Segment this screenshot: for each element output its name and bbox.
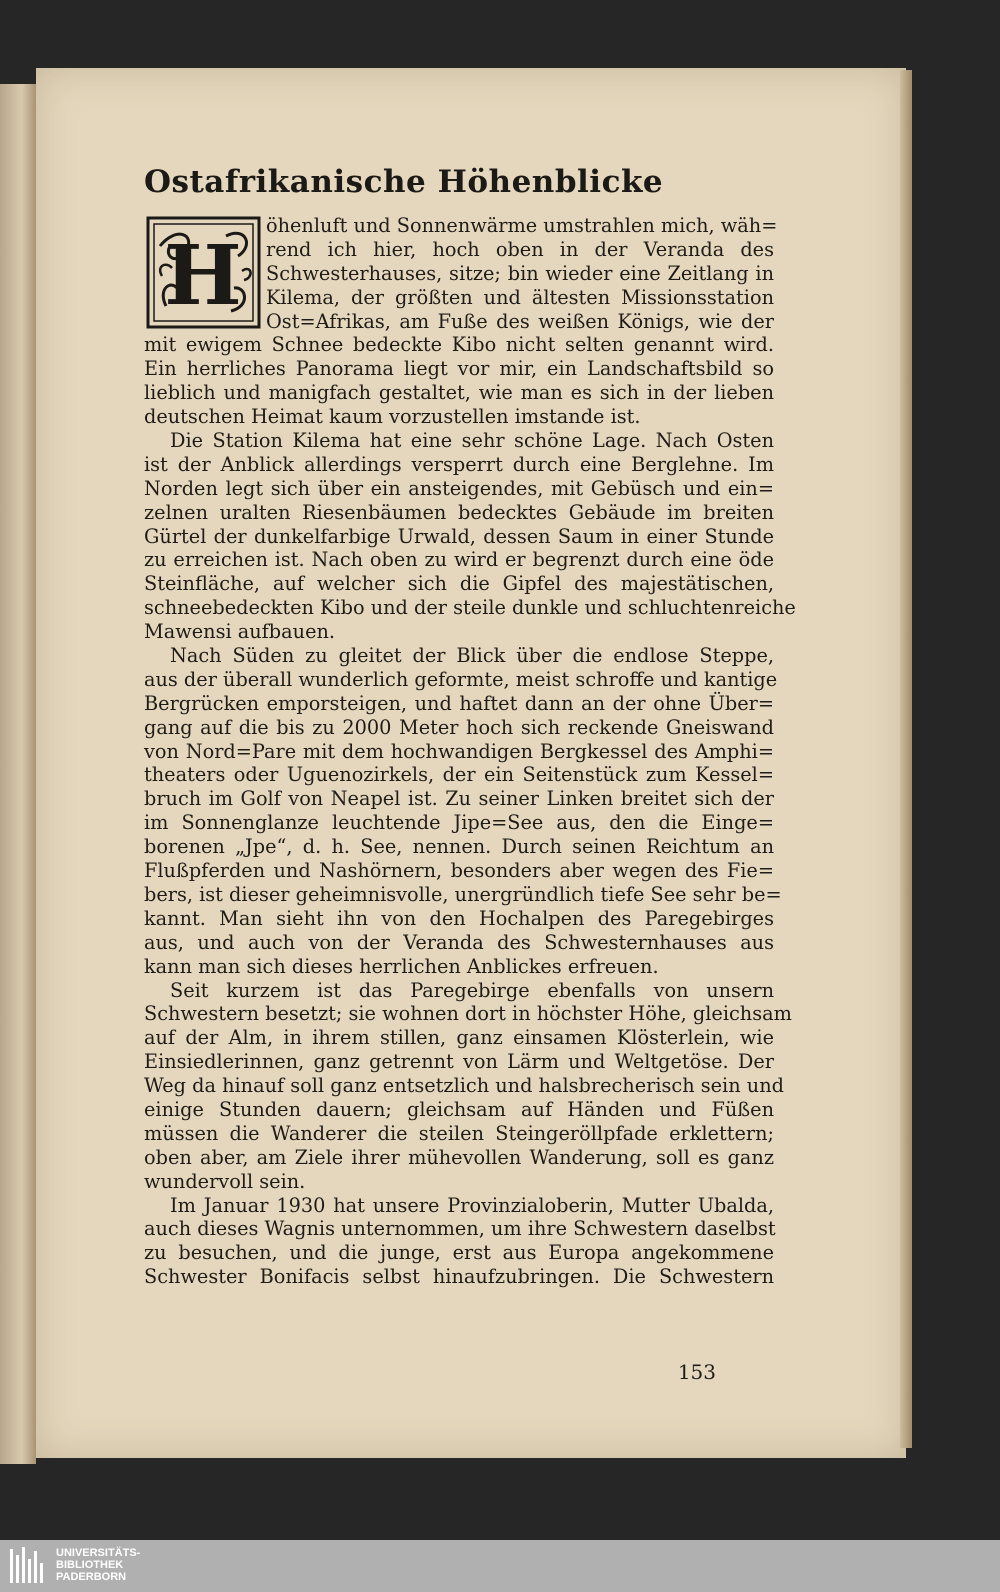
text-line: gang auf die bis zu 2000 Meter hoch sich reckende Gneiswand [144,715,774,739]
text-line: rend ich hier, hoch oben in der Veranda des [266,237,774,261]
text-line: Nach Süden zu gleitet der Blick über die endlose Steppe, [170,644,774,668]
text-line: im Sonnenglanze leuchtende Jipe=See aus, den die Einge= [144,811,774,835]
text-line: zu besuchen, und die junge, erst aus Europa angekommene [144,1241,774,1265]
text-line: zu erreichen ist. Nach oben zu wird er begrenzt durch eine öde [144,548,774,572]
text-line: borenen „Jpe“, d. h. See, nennen. Durch seinen Reichtum an [144,835,774,859]
text-line: Im Januar 1930 hat unsere Provinzialoberin, Mutter Ubalda, [170,1193,774,1217]
text-line: kann man sich dieses herrlichen Anblickes erfreuen. [144,954,659,978]
text-line: bers, ist dieser geheimnisvolle, unergründlich tiefe See sehr be= [144,882,782,906]
text-line: müssen die Wanderer die steilen Steingeröllpfade erklettern; [144,1121,774,1145]
library-logo-line3: PADERBORN [56,1571,127,1583]
left-page-edge [0,84,36,1464]
text-line: Mawensi aufbauen. [144,620,336,644]
initial-letter-glyph: H [164,228,242,324]
text-line: oben aber, am Ziele ihrer mühevollen Wanderung, soll es ganz [144,1145,774,1169]
text-line: Schwester Bonifacis selbst hinaufzubringen. Die Schwestern [144,1265,774,1289]
text-line: Flußpferden und Nashörnern, besonders aber wegen des Fie= [144,859,774,883]
text-line: Kilema, der größten und ältesten Missionsstation [266,285,774,309]
text-line: Bergrücken emporsteigen, und haftet dann an der ohne Über= [144,691,774,715]
text-line: Einsiedlerinnen, ganz getrennt von Lärm und Weltgetöse. Der [144,1050,774,1074]
text-line: auf der Alm, in ihrem stillen, ganz einsamen Klösterlein, wie [144,1026,774,1050]
text-line: aus der überall wunderlich geformte, meist schroffe und kantige [144,667,778,691]
text-line: einige Stunden dauern; gleichsam auf Händen und Füßen [144,1097,774,1121]
body-text [144,214,796,1289]
text-line: mit ewigem Schnee bedeckte Kibo nicht selten genannt wird. [144,333,774,357]
library-logo-icon [8,1545,48,1587]
library-logo-line2: BIBLIOTHEK [56,1559,124,1571]
text-line: wundervoll sein. [144,1169,306,1193]
book-page [36,68,906,1458]
text-line: deutschen Heimat kaum vorzustellen imstande ist. [144,405,641,429]
text-line: aus, und auch von der Veranda des Schwesternhauses aus [144,930,774,954]
text-line: Die Station Kilema hat eine sehr schöne Lage. Nach Osten [170,429,774,453]
text-line: kannt. Man sieht ihn von den Hochalpen des Paregebirges [144,906,774,930]
text-line: Steinfläche, auf welcher sich die Gipfel des majestätischen, [144,572,774,596]
text-line: Ost=Afrikas, am Fuße des weißen Königs, wie der [266,309,774,333]
text-line: theaters oder Uguenozirkels, der ein Seitenstück zum Kessel= [144,763,774,787]
page-number: 153 [677,1360,716,1384]
text-line: Ein herrliches Panorama liegt vor mir, ein Landschaftsbild so [144,357,774,381]
text-line: bruch im Golf von Neapel ist. Zu seiner Linken breitet sich der [144,787,774,811]
text-line: Norden legt sich über ein ansteigendes, mit Gebüsch und ein= [144,476,774,500]
text-line: lieblich und manigfach gestaltet, wie man es sich in der lieben [144,381,774,405]
text-line: Schwestern besetzt; sie wohnen dort in höchster Höhe, gleichsam [144,1002,792,1026]
text-line: Schwesterhauses, sitze; bin wieder eine Zeitlang in [266,261,774,285]
text-line: ist der Anblick allerdings versperrt durch eine Berglehne. Im [144,452,774,476]
text-line: Seit kurzem ist das Paregebirge ebenfalls von unsern [170,978,774,1002]
text-line: schneebedeckten Kibo und der steile dunkle und schluchtenreiche [144,596,796,620]
text-line: öhenluft und Sonnenwärme umstrahlen mich, wäh= [266,214,778,237]
text-line: Weg da hinauf soll ganz entsetzlich und halsbrecherisch sein und [144,1074,784,1098]
chapter-title: Ostafrikanische Höhenblicke [144,164,664,200]
text-line: Gürtel der dunkelfarbige Urwald, dessen Saum in einer Stunde [144,524,774,548]
footer-bar [0,1540,1000,1592]
library-logo-text [56,1547,140,1583]
text-line: auch dieses Wagnis unternommen, um ihre Schwestern daselbst [144,1217,776,1241]
text-line: von Nord=Pare mit dem hochwandigen Bergkessel des Amphi= [144,739,774,763]
library-logo-line1: UNIVERSITÄTS- [56,1547,141,1559]
page-thickness-edge [900,70,912,1448]
text-line: zelnen uralten Riesenbäumen bedecktes Gebäude im breiten [144,500,774,524]
